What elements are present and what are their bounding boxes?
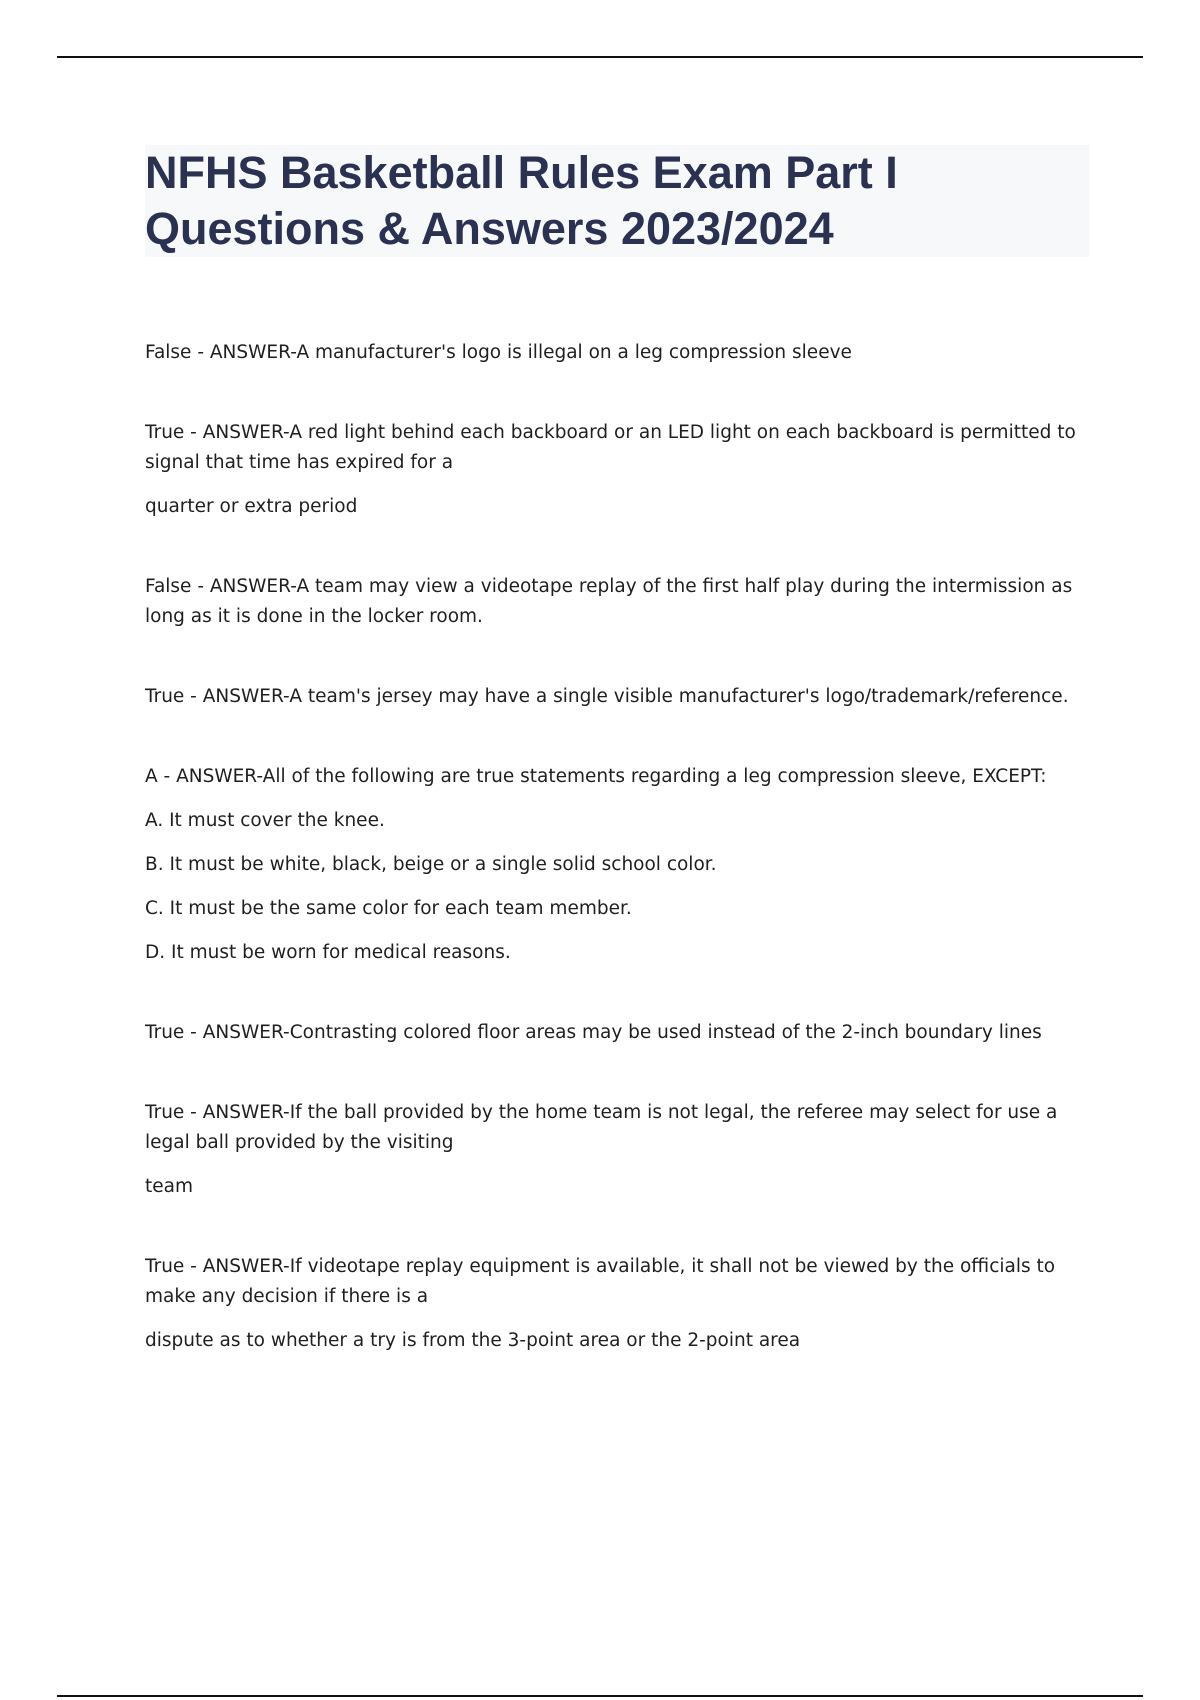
- qa-item-7: [145, 1098, 1085, 1202]
- bottom-divider: [57, 1695, 1143, 1697]
- document-title: [145, 145, 1089, 257]
- title-line-1: NFHS Basketball Rules Exam Part I: [145, 147, 898, 198]
- qa-item-2: [145, 418, 1085, 522]
- qa-list: [145, 338, 1085, 1406]
- qa-line: False - ANSWER-A manufacturer's logo is illegal on a leg compression sleeve: [145, 342, 852, 363]
- qa-item-8: [145, 1252, 1085, 1356]
- qa-item-6: [145, 1018, 1085, 1048]
- qa-line: team: [145, 1176, 193, 1197]
- qa-item-5: [145, 762, 1085, 968]
- qa-item-4: [145, 682, 1085, 712]
- qa-line: True - ANSWER-If videotape replay equipment is available, it shall not be viewed by the officials to make any decision if there is a: [145, 1256, 1056, 1307]
- qa-option-b: B. It must be white, black, beige or a single solid school color.: [145, 854, 717, 875]
- top-divider: [57, 56, 1143, 58]
- qa-line: True - ANSWER-If the ball provided by the home team is not legal, the referee may select for use a legal ball provided by the visiting: [145, 1102, 1058, 1153]
- qa-option-a: A. It must cover the knee.: [145, 810, 385, 831]
- qa-item-1: [145, 338, 1085, 368]
- title-line-2: Questions & Answers 2023/2024: [145, 203, 834, 254]
- qa-option-c: C. It must be the same color for each team member.: [145, 898, 632, 919]
- qa-line: True - ANSWER-Contrasting colored floor areas may be used instead of the 2-inch boundary lines: [145, 1022, 1042, 1043]
- qa-line: True - ANSWER-A red light behind each backboard or an LED light on each backboard is permitted to signal that time has expired for a: [145, 422, 1076, 473]
- qa-option-d: D. It must be worn for medical reasons.: [145, 942, 511, 963]
- qa-item-3: [145, 572, 1085, 632]
- qa-line: dispute as to whether a try is from the 3-point area or the 2-point area: [145, 1330, 801, 1351]
- qa-line: True - ANSWER-A team's jersey may have a single visible manufacturer's logo/trademark/reference.: [145, 686, 1069, 707]
- qa-line: A - ANSWER-All of the following are true statements regarding a leg compression sleeve, EXCEPT:: [145, 766, 1047, 787]
- qa-line: False - ANSWER-A team may view a videotape replay of the first half play during the intermission as long as it is done in the locker room.: [145, 576, 1073, 627]
- qa-line: quarter or extra period: [145, 496, 358, 517]
